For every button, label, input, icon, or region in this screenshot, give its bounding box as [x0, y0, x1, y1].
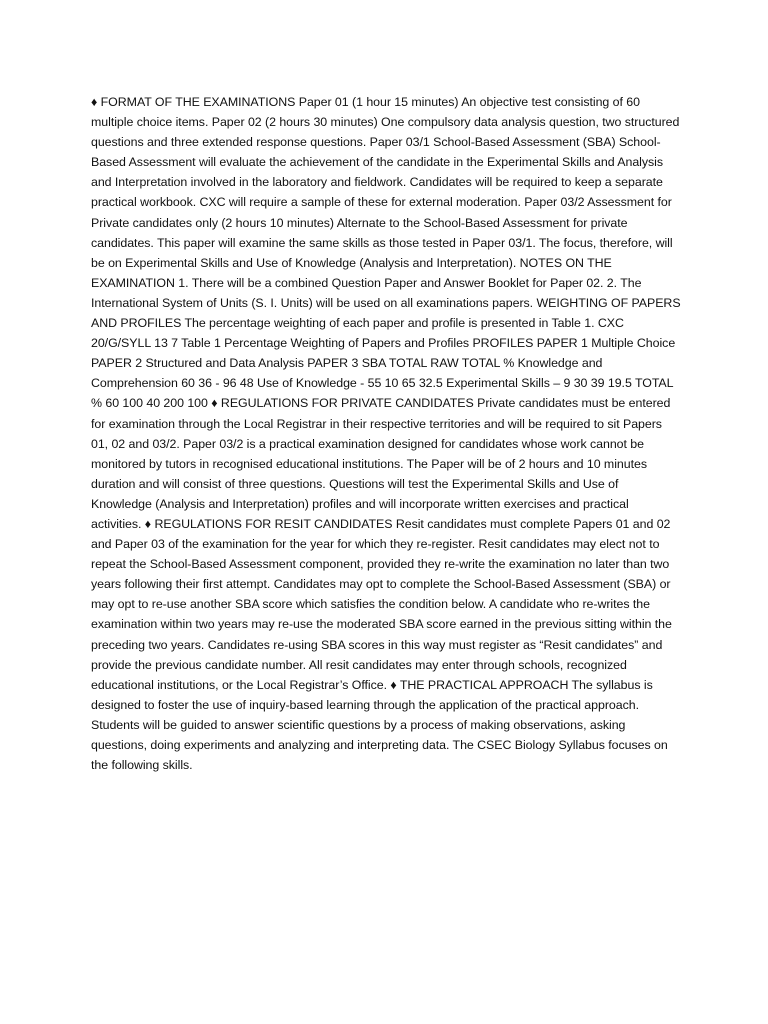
document-page — [91, 92, 681, 775]
body-paragraph: ♦ FORMAT OF THE EXAMINATIONS Paper 01 (1 hour 15 minutes) An objective test consisting of 60 multiple choice items. Paper 02 (2 hours 30 minutes) One compulsory data analysis question, two structured questions and three extended response questions. Paper 03/1 School-Based Assessment (SBA) School-Based Assessment will evaluate the achievement of the candidate in the Experimental Skills and Analysis and Interpretation involved in the laboratory and fieldwork. Candidates will be required to keep a separate practical workbook. CXC will require a sample of these for external moderation. Paper 03/2 Assessment for Private candidates only (2 hours 10 minutes) Alternate to the School-Based Assessment for private candidates. This paper will examine the same skills as those tested in Paper 03/1. The focus, therefore, will be on Experimental Skills and Use of Knowledge (Analysis and Interpretation). NOTES ON THE EXAMINATION 1. There will be a combined Question Paper and Answer Booklet for Paper 02. 2. The International System of Units (S. I. Units) will be used on all examinations papers. WEIGHTING OF PAPERS AND PROFILES The percentage weighting of each paper and profile is presented in Table 1. CXC 20/G/SYLL 13 7 Table 1 Percentage Weighting of Papers and Profiles PROFILES PAPER 1 Multiple Choice PAPER 2 Structured and Data Analysis PAPER 3 SBA TOTAL RAW TOTAL % Knowledge and Comprehension 60 36 - 96 48 Use of Knowledge - 55 10 65 32.5 Experimental Skills – 9 30 39 19.5 TOTAL % 60 100 40 200 100 ♦ REGULATIONS FOR PRIVATE CANDIDATES Private candidates must be entered for examination through the Local Registrar in their respective territories and will be required to sit Papers 01, 02 and 03/2. Paper 03/2 is a practical examination designed for candidates whose work cannot be monitored by tutors in recognised educational institutions. The Paper will be of 2 hours and 10 minutes duration and will consist of three questions. Questions will test the Experimental Skills and Use of Knowledge (Analysis and Interpretation) profiles and will incorporate written exercises and practical activities. ♦ REGULATIONS FOR RESIT CANDIDATES Resit candidates must complete Papers 01 and 02 and Paper 03 of the examination for the year for which they re-register. Resit candidates may elect not to repeat the School-Based Assessment component, provided they re-write the examination no later than two years following their first attempt. Candidates may opt to complete the School-Based Assessment (SBA) or may opt to re-use another SBA score which satisfies the condition below. A candidate who re-writes the examination within two years may re-use the moderated SBA score earned in the previous sitting within the preceding two years. Candidates re-using SBA scores in this way must register as “Resit candidates” and provide the previous candidate number. All resit candidates may enter through schools, recognized educational institutions, or the Local Registrar’s Office. ♦ THE PRACTICAL APPROACH The syllabus is designed to foster the use of inquiry-based learning through the application of the practical approach. Students will be guided to answer scientific questions by a process of making observations, asking questions, doing experiments and analyzing and interpreting data. The CSEC Biology Syllabus focuses on the following skills. — [91, 95, 681, 773]
